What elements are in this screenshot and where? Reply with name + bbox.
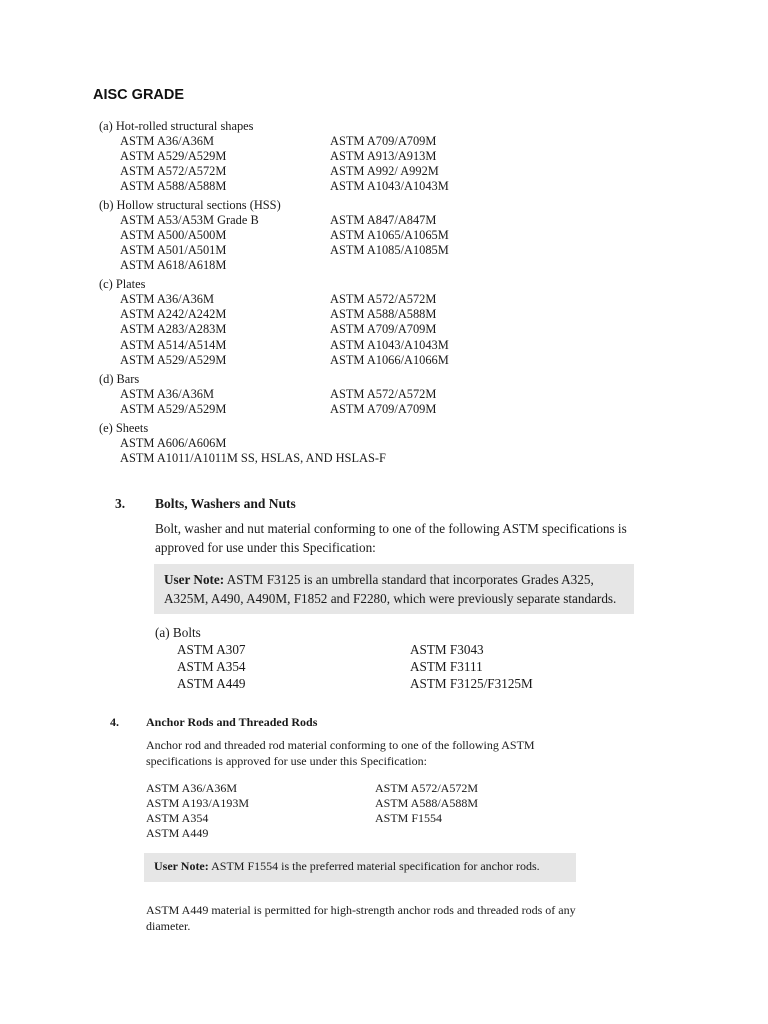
list-item: ASTM F3111: [410, 659, 483, 674]
list-item: ASTM A36/A36M: [120, 387, 214, 401]
list-item: ASTM A992/ A992M: [330, 164, 439, 178]
section-e-header: (e) Sheets: [99, 421, 149, 435]
user-note-text: [154, 859, 540, 874]
user-note-box: [144, 853, 576, 882]
user-note-label: User Note:: [154, 859, 209, 873]
list-item: ASTM A36/A36M: [146, 781, 238, 795]
section-4-number: 4.: [110, 715, 119, 729]
list-item: ASTM A1085/A1085M: [330, 243, 449, 257]
section-4-body: Anchor rod and threaded rod material conforming to one of the following ASTM specifications is approved for use under this Specification:: [146, 738, 535, 768]
list-item: ASTM A1066/A1066M: [330, 353, 449, 367]
list-item: ASTM A588/A588M: [120, 179, 227, 193]
section-3-body: Bolt, washer and nut material conforming to one of the following ASTM specifications is approved for use under this Specification:: [155, 521, 627, 555]
page-title: AISC GRADE: [93, 87, 185, 103]
list-item: ASTM A193/A193M: [146, 796, 250, 810]
user-note-content: ASTM F3125 is an umbrella standard that incorporates Grades A325, A325M, A490, A490M, F1852 and F2280, which were previously separate standards.: [164, 572, 617, 606]
list-item: ASTM A53/A53M Grade B: [120, 213, 259, 227]
list-item: ASTM A354: [146, 811, 209, 825]
list-item: ASTM A913/A913M: [330, 149, 437, 163]
list-item: ASTM A572/A572M: [375, 781, 479, 795]
list-item: ASTM A529/A529M: [120, 149, 227, 163]
section-3-title: Bolts, Washers and Nuts: [155, 496, 296, 511]
list-item: ASTM A709/A709M: [330, 402, 437, 416]
list-item: ASTM A529/A529M: [120, 353, 227, 367]
list-item: ASTM A242/A242M: [120, 307, 227, 321]
list-item: ASTM A618/A618M: [120, 258, 227, 272]
list-item: ASTM A449: [177, 676, 246, 691]
section-d-header: (d) Bars: [99, 372, 140, 386]
section-c-header: (c) Plates: [99, 277, 146, 291]
list-item: ASTM A283/A283M: [120, 322, 227, 336]
section-b-header: (b) Hollow structural sections (HSS): [99, 198, 281, 212]
list-item: ASTM A36/A36M: [120, 134, 214, 148]
list-item: ASTM A307: [177, 642, 246, 657]
list-item: ASTM A572/A572M: [330, 387, 437, 401]
list-item: ASTM A514/A514M: [120, 338, 227, 352]
user-note-box: [154, 564, 634, 614]
bolts-header: (a) Bolts: [155, 625, 201, 640]
list-item: ASTM A1043/A1043M: [330, 179, 449, 193]
list-item: ASTM F3125/F3125M: [410, 676, 533, 691]
user-note-content: ASTM F1554 is the preferred material specification for anchor rods.: [211, 859, 540, 873]
list-item: ASTM A847/A847M: [330, 213, 437, 227]
user-note-text: [164, 570, 634, 608]
section-4-title: Anchor Rods and Threaded Rods: [146, 715, 318, 729]
list-item: ASTM A588/A588M: [375, 796, 479, 810]
list-item: ASTM A709/A709M: [330, 322, 437, 336]
list-item: ASTM A36/A36M: [120, 292, 214, 306]
list-item: ASTM A449: [146, 826, 209, 840]
list-item: ASTM A501/A501M: [120, 243, 227, 257]
section-4-footnote: ASTM A449 material is permitted for high-strength anchor rods and threaded rods of any diameter.: [146, 903, 576, 933]
section-3-number: 3.: [115, 496, 126, 511]
section-a-header: (a) Hot-rolled structural shapes: [99, 119, 254, 133]
list-item: ASTM A500/A500M: [120, 228, 227, 242]
list-item: ASTM A709/A709M: [330, 134, 437, 148]
list-item: ASTM F1554: [375, 811, 443, 825]
list-item: ASTM A354: [177, 659, 246, 674]
list-item: ASTM A1065/A1065M: [330, 228, 449, 242]
list-item: ASTM A572/A572M: [120, 164, 227, 178]
list-item: ASTM F3043: [410, 642, 484, 657]
list-item: ASTM A1043/A1043M: [330, 338, 449, 352]
list-item: ASTM A606/A606M: [120, 436, 227, 450]
user-note-label: User Note:: [164, 572, 225, 587]
list-item: ASTM A572/A572M: [330, 292, 437, 306]
list-item: ASTM A1011/A1011M SS, HSLAS, AND HSLAS-F: [120, 451, 386, 465]
list-item: ASTM A529/A529M: [120, 402, 227, 416]
list-item: ASTM A588/A588M: [330, 307, 437, 321]
